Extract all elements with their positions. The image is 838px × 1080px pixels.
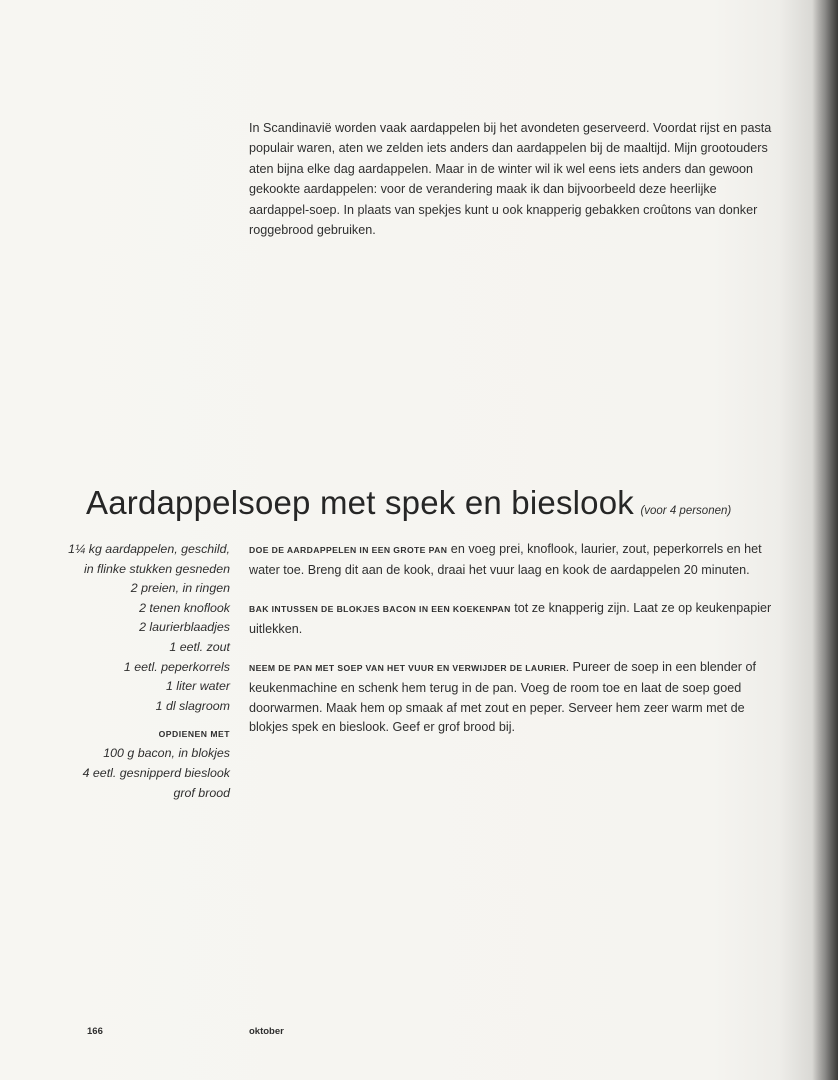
ingredient-item: 1¼ kg aardappelen, geschild,	[68, 542, 230, 556]
recipe-title-row	[86, 484, 731, 522]
method-step	[249, 599, 784, 639]
ingredient-item: in flinke stukken gesneden	[83, 561, 230, 576]
step-text: tot ze knapperig zijn. Laat ze op keukenpapier uitlekken.	[249, 601, 772, 636]
page-number: 166	[87, 1026, 103, 1037]
ingredient-list	[10, 540, 230, 803]
recipe-title: Aardappelsoep met spek en bieslook	[86, 484, 634, 521]
serving-item: 4 eetl. gesnipperd bieslook	[82, 765, 230, 780]
method-step	[249, 658, 784, 737]
step-heading: DOE DE AARDAPPELEN IN EEN GROTE PAN	[249, 545, 448, 555]
method-steps	[249, 540, 784, 757]
ingredient-item: 1 eetl. zout	[169, 639, 230, 654]
ingredient-item: 1 eetl. peperkorrels	[123, 659, 230, 674]
step-heading: NEEM DE PAN MET SOEP VAN HET VUUR EN VERWIJDER DE LAURIER.	[249, 663, 570, 674]
ingredient-item: 2 tenen knoflook	[139, 600, 230, 615]
ingredient-item: 1 liter water	[165, 679, 230, 694]
serving-item: grof brood	[173, 785, 230, 800]
page-gutter-shadow	[812, 0, 838, 1080]
step-text: Pureer de soep in een blender of keukenmachine en schenk hem terug in de pan. Voeg de room toe en laat de soep goed doorwarmen. Maak hem op smaak af met zout en peper. Serveer hem zeer warm met de blokjes spek en bieslook. Geef er grof brood bij.	[249, 660, 756, 735]
running-footer-month: oktober	[249, 1026, 284, 1037]
serving-heading: OPDIENEN MET	[158, 729, 230, 740]
intro-paragraph: In Scandinavië worden vaak aardappelen bij het avondeten geserveerd. Voordat rijst en pasta populair waren, aten we zelden iets anders dan aardappelen bij de maaltijd. Mijn grootouders aten bijna elke dag aardappelen. Maar in de winter wil ik wel eens iets anders dan gewoon gekookte aardappelen: voor de verandering maak ik dan bijvoorbeeld deze heerlijke aardappel-soep. In plaats van spekjes kunt u ook knapperig gebakken croûtons van donker roggebrood gebruiken.	[249, 121, 772, 238]
ingredient-item: 2 laurierblaadjes	[139, 620, 230, 635]
recipe-servings: (voor 4 personen)	[640, 505, 732, 517]
ingredient-item: 2 preien, in ringen	[130, 581, 230, 596]
step-text: en voeg prei, knoflook, laurier, zout, peperkorrels en het water toe. Breng dit aan de kook, draai het vuur laag en kook de aardappelen 20 minuten.	[249, 542, 762, 577]
method-step	[249, 540, 784, 580]
serving-item: 100 g bacon, in blokjes	[103, 746, 230, 761]
ingredient-item: 1 dl slagroom	[155, 698, 230, 713]
step-heading: BAK INTUSSEN DE BLOKJES BACON IN EEN KOEKENPAN	[249, 604, 511, 615]
